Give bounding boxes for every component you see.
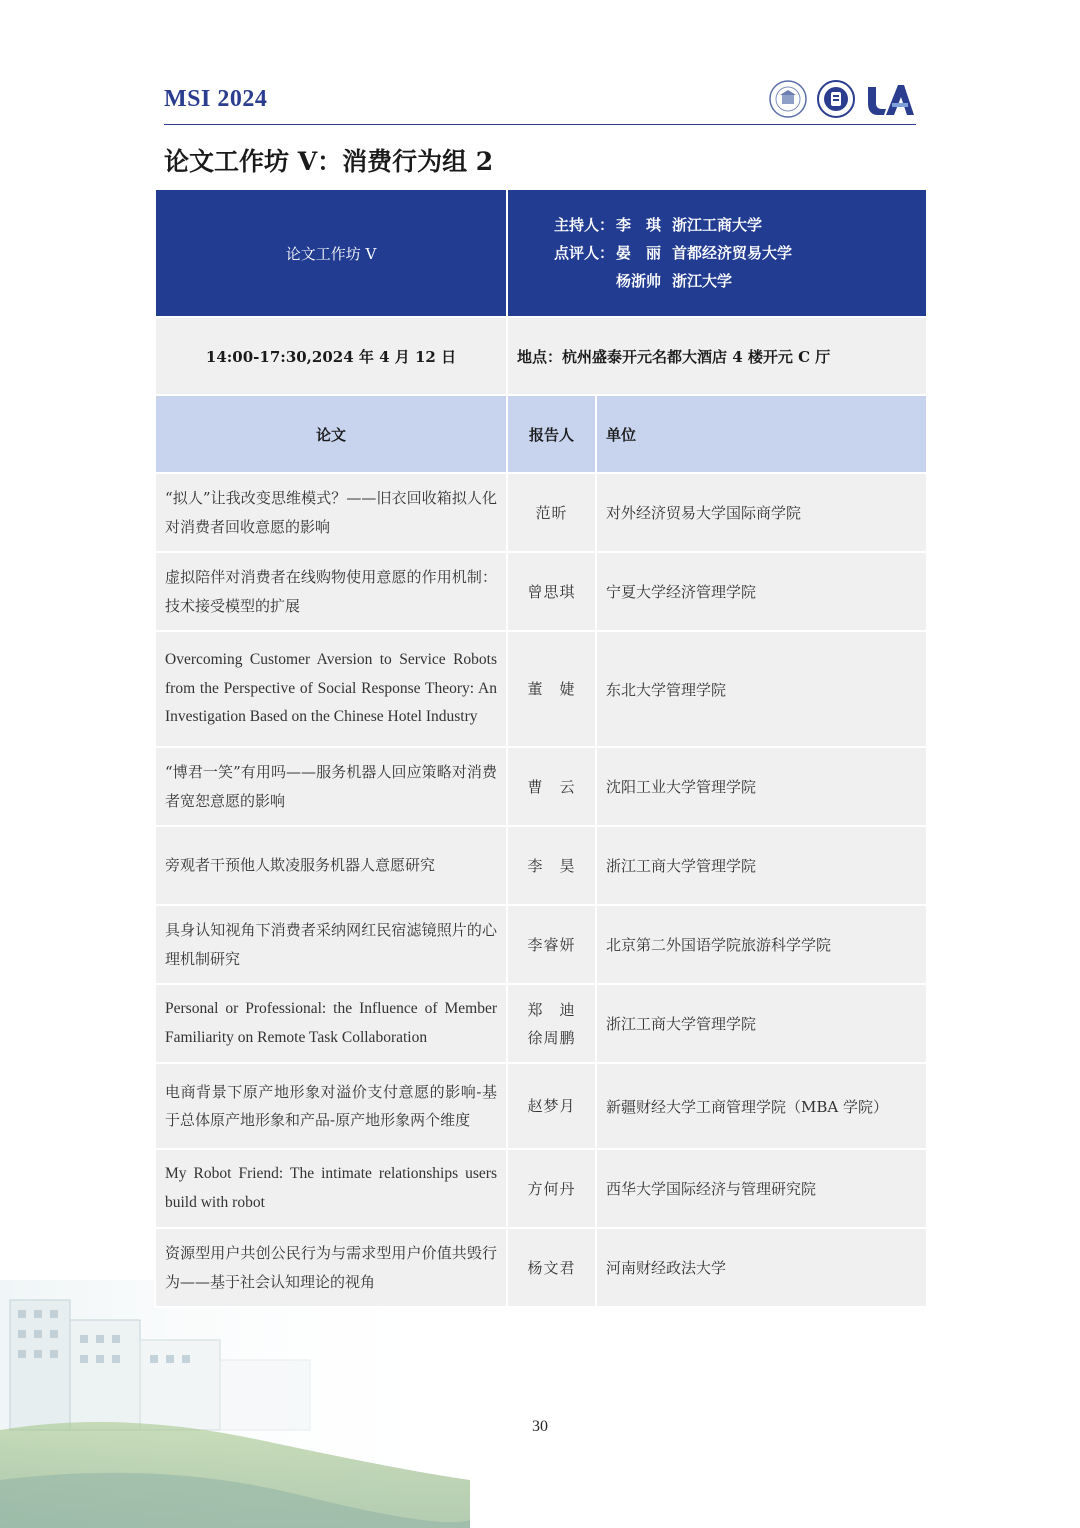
table-row bbox=[155, 984, 927, 1063]
paper-title: My Robot Friend: The intimate relationships users build with robot bbox=[155, 1149, 507, 1228]
unit: 沈阳工业大学管理学院 bbox=[596, 747, 927, 826]
session-header-row bbox=[155, 189, 927, 317]
table-row bbox=[155, 1149, 927, 1228]
unit: 宁夏大学经济管理学院 bbox=[596, 552, 927, 631]
paper-title: 资源型用户共创公民行为与需求型用户价值共毁行为——基于社会认知理论的视角 bbox=[155, 1228, 507, 1307]
paper-title: “博君一笑”有用吗——服务机器人回应策略对消费者宽恕意愿的影响 bbox=[155, 747, 507, 826]
conference-title: MSI 2024 bbox=[164, 86, 268, 112]
reviewer-line: 杨浙帅 浙江大学 bbox=[616, 272, 733, 290]
table-row bbox=[155, 631, 927, 747]
unit: 东北大学管理学院 bbox=[596, 631, 927, 747]
session-location: 地点：杭州盛泰开元名都大酒店 4 楼开元 C 厅 bbox=[507, 317, 927, 395]
reporter: 曾思琪 bbox=[507, 552, 596, 631]
reporter: 赵梦月 bbox=[507, 1063, 596, 1149]
table-row bbox=[155, 1228, 927, 1307]
column-header-unit: 单位 bbox=[596, 395, 927, 473]
session-name: 论文工作坊 V bbox=[155, 189, 507, 317]
program-table bbox=[154, 188, 928, 1308]
session-time-row bbox=[155, 317, 927, 395]
ua-logo-icon bbox=[864, 79, 916, 119]
session-time: 14:00-17:30,2024 年 4 月 12 日 bbox=[155, 317, 507, 395]
paper-title: Personal or Professional: the Influence of Member Familiarity on Remote Task Collaboration bbox=[155, 984, 507, 1063]
reporter: 方何丹 bbox=[507, 1149, 596, 1228]
section-title: 论文工作坊 V：消费行为组 2 bbox=[164, 147, 494, 176]
reporter: 曹 云 bbox=[507, 747, 596, 826]
column-header-reporter: 报告人 bbox=[507, 395, 596, 473]
paper-title: 旁观者干预他人欺凌服务机器人意愿研究 bbox=[155, 826, 507, 905]
reporter: 范昕 bbox=[507, 473, 596, 552]
unit: 河南财经政法大学 bbox=[596, 1228, 927, 1307]
logo-group bbox=[768, 80, 916, 118]
paper-title: 具身认知视角下消费者采纳网红民宿滤镜照片的心理机制研究 bbox=[155, 905, 507, 984]
table-row bbox=[155, 1063, 927, 1149]
table-row bbox=[155, 747, 927, 826]
paper-title: “拟人”让我改变思维模式？——旧衣回收箱拟人化对消费者回收意愿的影响 bbox=[155, 473, 507, 552]
unit: 西华大学国际经济与管理研究院 bbox=[596, 1149, 927, 1228]
paper-title: 电商背景下原产地形象对溢价支付意愿的影响-基于总体原产地形象和产品-原产地形象两个维度 bbox=[155, 1063, 507, 1149]
reporter: 李睿妍 bbox=[507, 905, 596, 984]
paper-title: Overcoming Customer Aversion to Service Robots from the Perspective of Social Response Theory: An Investigation Based on the Chinese Hotel Industry bbox=[155, 631, 507, 747]
table-row bbox=[155, 473, 927, 552]
reporter: 李 昊 bbox=[507, 826, 596, 905]
reporter: 杨文君 bbox=[507, 1228, 596, 1307]
campus-background-image bbox=[0, 1280, 470, 1528]
table-row bbox=[155, 905, 927, 984]
reporter: 郑 迪 徐周鹏 bbox=[507, 984, 596, 1063]
column-header-paper: 论文 bbox=[155, 395, 507, 473]
column-header-row bbox=[155, 395, 927, 473]
reporter: 董 婕 bbox=[507, 631, 596, 747]
unit: 北京第二外国语学院旅游科学学院 bbox=[596, 905, 927, 984]
page-header bbox=[164, 80, 916, 125]
reviewer-line: 点评人： 晏 丽 首都经济贸易大学 bbox=[553, 244, 793, 262]
unit: 对外经济贸易大学国际商学院 bbox=[596, 473, 927, 552]
unit: 浙江工商大学管理学院 bbox=[596, 826, 927, 905]
host-line: 主持人： 李 琪 浙江工商大学 bbox=[553, 216, 763, 234]
table-row bbox=[155, 552, 927, 631]
paper-title: 虚拟陪伴对消费者在线购物使用意愿的作用机制： 技术接受模型的扩展 bbox=[155, 552, 507, 631]
page-number: 30 bbox=[532, 1418, 548, 1435]
university-emblem-icon bbox=[816, 79, 856, 119]
university-seal-icon bbox=[768, 79, 808, 119]
session-hosts bbox=[507, 189, 927, 317]
unit: 浙江工商大学管理学院 bbox=[596, 984, 927, 1063]
unit: 新疆财经大学工商管理学院（MBA 学院） bbox=[596, 1063, 927, 1149]
table-row bbox=[155, 826, 927, 905]
